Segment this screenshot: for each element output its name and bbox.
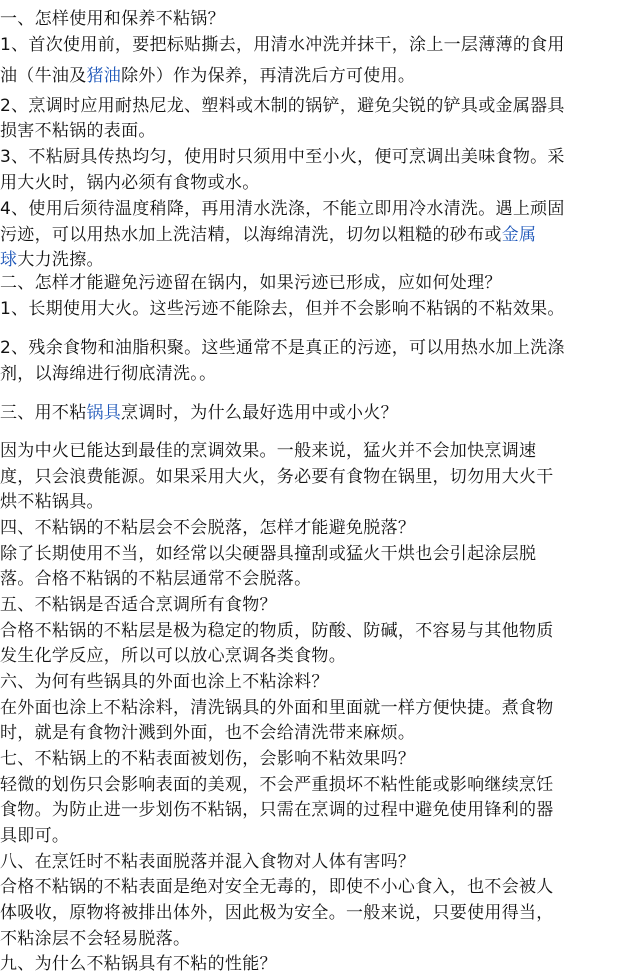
text-line [0,222,620,248]
text-segment: 发生化学反应，所以可以放心烹调各类食物。 [0,646,346,666]
text-line [0,438,620,464]
text-segment: 1、首次使用前，要把标贴撕去，用清水冲洗并抹干，涂上一层薄薄的食用 [0,35,565,55]
text-line [0,874,620,900]
text-segment: 体吸收，原物将被排出体外，因此极为安全。一般来说，只要使用得当， [0,903,554,923]
text-line [0,695,620,721]
text-line [0,335,620,361]
text-line [0,772,620,798]
text-segment: 二、怎样才能避免污迹留在锅内，如果污迹已形成，应如何处理？ [0,273,502,293]
text-segment: 八、在烹饪时不粘表面脱落并混入食物对人体有害吗？ [0,852,416,872]
text-segment: 除外）作为保养，再清洗后方可使用。 [121,66,416,86]
text-line [0,643,620,669]
text-line [0,746,620,772]
text-line [0,566,620,592]
text-line [0,32,620,58]
text-segment: 时，就是有食物汁溅到外面，也不会给清洗带来麻烦。 [0,723,416,743]
text-line [0,118,620,144]
text-segment: 四、不粘锅的不粘层会不会脱落，怎样才能避免脱落？ [0,518,416,538]
text-segment: 在外面也涂上不粘涂料，清洗锅具的外面和里面就一样方便快捷。煮食物 [0,698,554,718]
text-line [0,618,620,644]
text-segment: 油（牛油及 [0,66,87,86]
text-line [0,951,620,977]
text-line [0,196,620,222]
text-line [0,926,620,952]
text-segment: 4、使用后须待温度稍降，再用清水洗涤，不能立即用冷水清洗。遇上顽固 [0,199,565,219]
text-line [0,361,620,387]
text-line [0,63,620,89]
text-segment: 合格不粘锅的不粘表面是绝对安全无毒的，即使不小心食入，也不会被人 [0,877,554,897]
text-segment: 除了长期使用不当，如经常以尖硬器具撞刮或猛火干烘也会引起涂层脱 [0,544,537,564]
text-line [0,797,620,823]
text-line [0,400,620,426]
text-line [0,823,620,849]
text-segment: 度，只会浪费能源。如果采用大火，务必要有食物在锅里，切勿用大火干 [0,467,554,487]
text-segment: 2、烹调时应用耐热尼龙、塑料或木制的锅铲，避免尖锐的铲具或金属器具 [0,96,565,116]
text-segment: 1、长期使用大火。这些污迹不能除去，但并不会影响不粘锅的不粘效果。 [0,299,565,319]
text-line [0,720,620,746]
text-segment: 一、怎样使用和保养不粘锅？ [0,9,225,29]
text-segment: 五、不粘锅是否适合烹调所有食物？ [0,595,277,615]
text-segment: 落。合格不粘锅的不粘层通常不会脱落。 [0,569,312,589]
text-line [0,144,620,170]
text-line [0,170,620,196]
text-line [0,464,620,490]
text-segment: 烘不粘锅具。 [0,492,104,512]
text-line [0,93,620,119]
text-segment: 食物。为防止进一步划伤不粘锅，只需在烹调的过程中避免使用锋利的器 [0,800,554,820]
text-segment: 轻微的划伤只会影响表面的美观，不会严重损坏不粘性能或影响继续烹饪 [0,775,554,795]
text-line [0,900,620,926]
text-line [0,849,620,875]
text-segment: 三、用不粘 [0,403,87,423]
text-line [0,296,620,322]
text-line [0,270,620,296]
keyword-link[interactable]: 猪油 [86,66,122,86]
text-line [0,541,620,567]
text-segment: 污迹，可以用热水加上洗洁精，以海绵清洗，切勿以粗糙的砂布或 [0,225,502,245]
text-line [0,669,620,695]
text-line [0,6,620,32]
text-segment: 因为中火已能达到最佳的烹调效果。一般来说，猛火并不会加快烹调速 [0,441,537,461]
keyword-link[interactable]: 球 [0,250,18,270]
text-segment: 剂，以海绵进行彻底清洗。。 [0,364,217,384]
keyword-link[interactable]: 锅具 [86,403,122,423]
text-segment: 六、为何有些锅具的外面也涂上不粘涂料？ [0,672,329,692]
text-segment: 损害不粘锅的表面。 [0,121,156,141]
text-segment: 2、残余食物和油脂积聚。这些通常不是真正的污迹，可以用热水加上洗涤 [0,338,565,358]
text-line [0,515,620,541]
text-segment: 大力洗擦。 [17,250,104,270]
text-segment: 具即可。 [0,826,70,846]
text-line [0,592,620,618]
keyword-link[interactable]: 金属 [501,225,537,245]
text-segment: 3、不粘厨具传热均匀，使用时只须用中至小火，便可烹调出美味食物。采 [0,147,565,167]
text-segment: 用大火时，锅内必须有食物或水。 [0,173,260,193]
text-segment: 合格不粘锅的不粘层是极为稳定的物质，防酸、防碱，不容易与其他物质 [0,621,554,641]
text-segment: 九、为什么不粘锅具有不粘的性能？ [0,954,277,974]
text-segment: 七、不粘锅上的不粘表面被划伤，会影响不粘效果吗？ [0,749,416,769]
text-segment: 烹调时，为什么最好选用中或小火？ [121,403,398,423]
text-line [0,489,620,515]
text-segment: 不粘涂层不会轻易脱落。 [0,929,191,949]
